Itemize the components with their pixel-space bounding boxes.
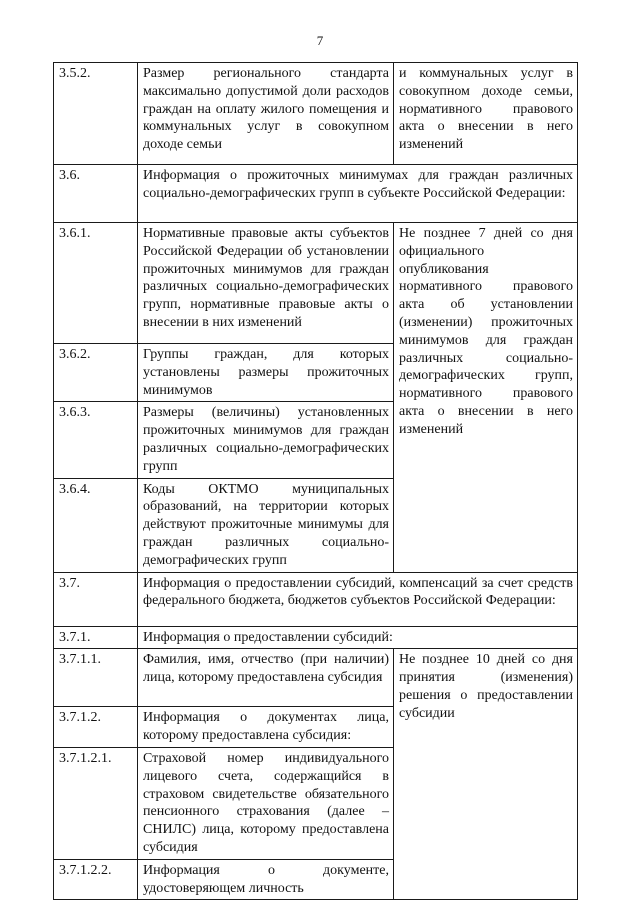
table-row (54, 572, 578, 626)
document-table (53, 62, 578, 900)
row-deadline: Не позднее 10 дней со дня принятия (изменения) решения о предоставлении субсидии (394, 649, 578, 900)
row-description: Информация о документе, удостоверяющем личность (138, 859, 394, 900)
table-row (54, 626, 578, 649)
row-number: 3.7.1.2.2. (54, 859, 138, 900)
table-row (54, 165, 578, 223)
row-section-text: Информация о предоставлении субсидий: (138, 626, 578, 649)
row-description: Фамилия, имя, отчество (при наличии) лица, которому предоставлена субсидия (138, 649, 394, 707)
row-number: 3.6.1. (54, 223, 138, 344)
row-deadline: и коммунальных услуг в совокупном доходе семьи, нормативного правового акта о внесении в него изменений (394, 63, 578, 165)
row-description: Размеры (величины) установленных прожиточных минимумов для граждан различных социально-демографических групп (138, 402, 394, 478)
page-number: 7 (316, 33, 324, 48)
row-number: 3.6.2. (54, 344, 138, 402)
row-section-text: Информация о прожиточных минимумах для граждан различных социально-демографических групп в субъекте Российской Федерации: (138, 165, 578, 223)
row-section-text: Информация о предоставлении субсидий, компенсаций за счет средств федерального бюджета, бюджетов субъектов Российской Федерации: (138, 572, 578, 626)
row-description: Размер регионального стандарта максимально допустимой доли расходов граждан на оплату жилого помещения и коммунальных услуг в совокупном доходе семьи (138, 63, 394, 165)
row-description: Информация о документах лица, которому предоставлена субсидия: (138, 707, 394, 748)
row-number: 3.6.4. (54, 478, 138, 572)
row-number: 3.6.3. (54, 402, 138, 478)
table-row (54, 223, 578, 344)
table-row (54, 649, 578, 707)
row-deadline: Не позднее 7 дней со дня официального опубликования нормативного правового акта об установлении (изменении) прожиточных минимумов для граждан различных социально-демографических групп, нормативного правового акта о внесении в него изменений (394, 223, 578, 573)
row-number: 3.5.2. (54, 63, 138, 165)
row-description: Нормативные правовые акты субъектов Российской Федерации об установлении прожиточных минимумов для граждан различных социально-демографических групп, нормативные правовые акты о внесении в них изменений (138, 223, 394, 344)
row-number: 3.6. (54, 165, 138, 223)
row-description: Страховой номер индивидуального лицевого счета, содержащийся в страховом свидетельстве обязательного пенсионного страхования (далее – СНИЛС) лица, которому предоставлена субсидия (138, 747, 394, 859)
row-number: 3.7.1.1. (54, 649, 138, 707)
row-number: 3.7.1.2.1. (54, 747, 138, 859)
row-number: 3.7. (54, 572, 138, 626)
row-description: Группы граждан, для которых установлены размеры прожиточных минимумов (138, 344, 394, 402)
table-row (54, 63, 578, 165)
row-description: Коды ОКТМО муниципальных образований, на территории которых действуют прожиточные минимумы для граждан различных социально-демографических групп (138, 478, 394, 572)
row-number: 3.7.1. (54, 626, 138, 649)
row-number: 3.7.1.2. (54, 707, 138, 748)
